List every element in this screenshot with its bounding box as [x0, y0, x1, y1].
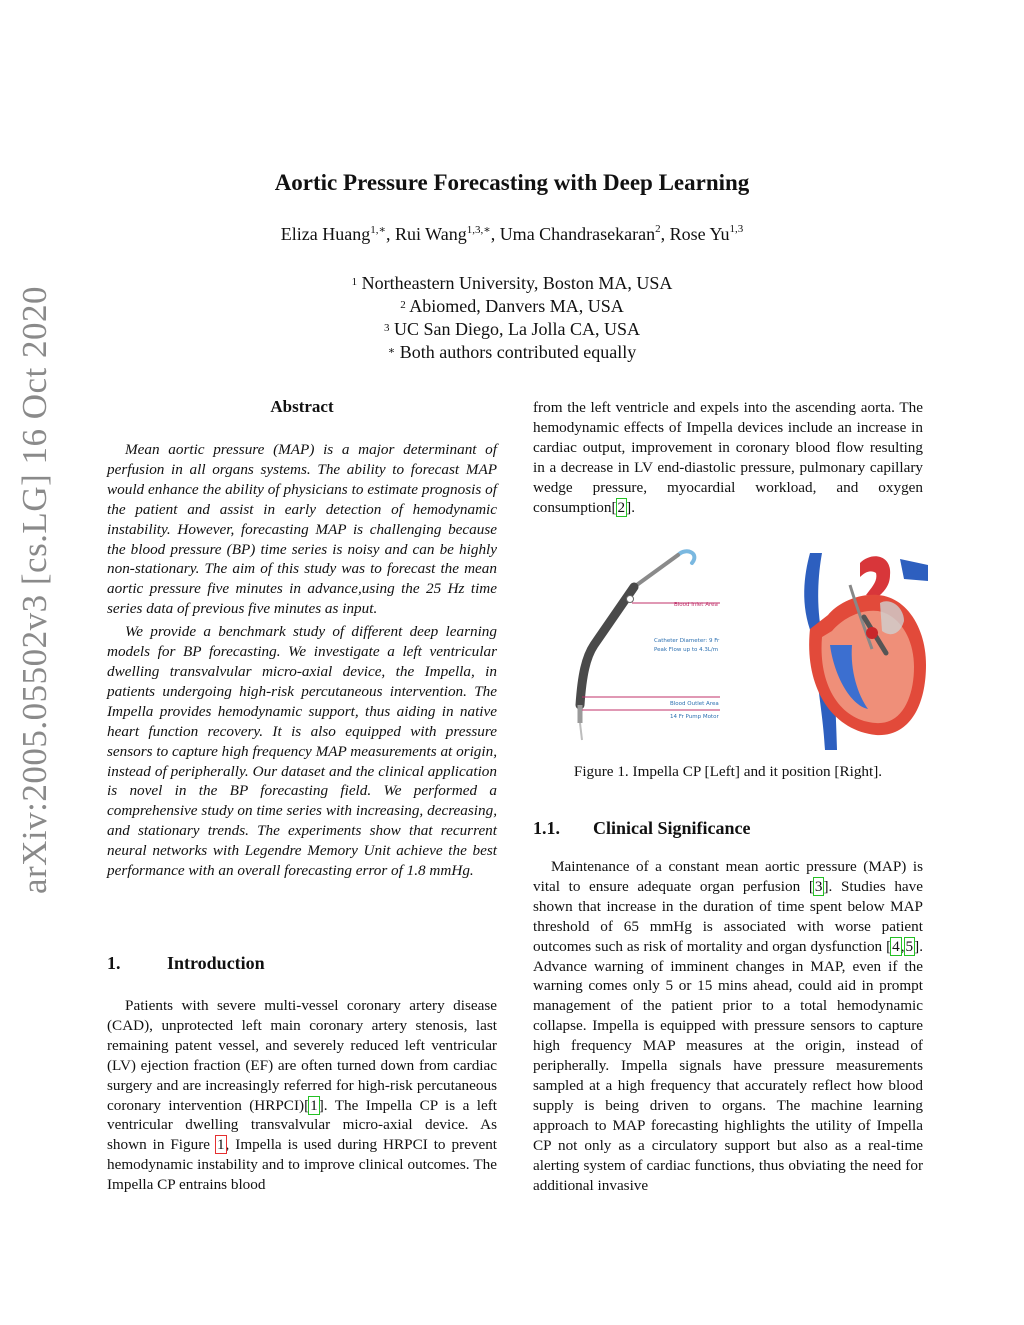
figure-caption: Figure 1. Impella CP [Left] and it position [Right].: [573, 763, 883, 780]
section-heading-introduction: [107, 953, 265, 974]
affiliation: [0, 272, 1024, 295]
paper-title: Aortic Pressure Forecasting with Deep Learning: [274, 170, 750, 195]
abstract-heading: Abstract: [270, 397, 334, 416]
continued-paragraph: from the left ventricle and expels into the ascending aorta. The hemodynamic effects of Impella devices include an increase in cardiac output, improvement in coronary blood flow resulting in a decrease in LV end-diastolic pressure, pulmonary capillary wedge pressure, myocardial workload, and oxygen consumption[2].: [533, 399, 923, 516]
author-name: Rose Yu: [669, 224, 730, 244]
text-run: , Impella is used during HRPCI to prevent hemodynamic instability and to improve clinical outcomes. The Impella CP entrains blood: [107, 1136, 498, 1194]
figure-link[interactable]: 1: [216, 1136, 225, 1154]
section-title: Clinical Significance: [593, 818, 751, 838]
section-title: Introduction: [167, 953, 265, 973]
text-run: . Advance warning of imminent changes in MAP, even if the warning comes only 5 or 15 mins ahead, could aid in prompt management of the patient prior to a total hemodynamic collapse. Impella is equipped with pressure sensors to capture high frequency MAP measures at the origin, instead of peripherally. Impella signals have pressure measurements sampled at a high frequency that accurately reflect how blood supply is being driven to organs. The machine learning approach to MAP forecasting highlights the utility of Impella CP not only as a circulatory support but also as a real-time alerting system of cardiac functions, thus obviating the need for additional invasive: [533, 937, 923, 1194]
citation-link[interactable]: 1: [310, 1096, 318, 1114]
affiliation-text: Abiomed, Danvers MA, USA: [409, 296, 624, 316]
label-catheter: Catheter Diameter: 9 Fr: [654, 638, 720, 644]
right-column-continuation: [533, 398, 923, 517]
affiliation: [0, 341, 1024, 364]
impella-device-illustration: [580, 551, 720, 740]
label-blood-outlet: Blood Outlet Area: [670, 701, 719, 707]
affiliation-text: UC San Diego, La Jolla CA, USA: [394, 319, 640, 339]
citation-link[interactable]: 3: [814, 877, 823, 895]
affiliation-text: Northeastern University, Boston MA, USA: [361, 273, 673, 293]
citation-link[interactable]: 5: [905, 937, 914, 955]
introduction-paragraph: Patients with severe multi-vessel coronary artery disease (CAD), unprotected left main coronary artery stenosis, last remaining patent vessel, and severely reduced left ventricular (LV) ejection fraction (EF) are often turned down from cardiac surgery and are increasingly referred for high-risk percutaneous coronary intervention (HRPCI)[1]. The Impella CP is a left ventricular dwelling transvalvular micro-axial device. As shown in Figure 1, Impella is used during HRPCI to prevent hemodynamic instability and to improve clinical outcomes. The Impella CP entrains blood: [107, 997, 498, 1194]
text-run: .: [631, 498, 635, 516]
text-run: Patients with severe multi-vessel coronary artery disease (CAD), unprotected left main coronary artery stenosis, last remaining patent vessel, and severely reduced left ventricular (LV) ejection fraction (EF) are often turned down from cardiac surgery and are increasingly referred for high-risk percutaneous coronary intervention (HRPCI): [107, 997, 497, 1114]
section-number: 1.: [107, 953, 121, 973]
author-sup: 1,3,∗: [466, 224, 491, 236]
affiliation-text: Both authors contributed equally: [399, 342, 637, 362]
author-sup: 2: [655, 223, 661, 235]
heart-illustration: [804, 553, 928, 750]
abstract-paragraph-2: We provide a benchmark study of different deep learning models for BP forecasting. We investigate a left ventricular dwelling transvalvular micro-axial device, the Impella, in patients undergoing high-risk percutaneous intervention. The Impella provides hemodynamic support, thus aiding in native heart function recovery. It is also equipped with pressure sensors to capture high frequency MAP measurements at origin, instead of peripherally. Our dataset and the clinical application is novel in the BP forecasting field. We performed a comprehensive study on time series with increasing, decreasing, and stationary trends. The experiments show that recurrent neural networks with Legendre Memory Unit achieve the best performance with an overall forecasting error of 1.8 mmHg.: [107, 623, 497, 880]
section-number: 1.1.: [533, 818, 560, 838]
author-name: Rui Wang: [394, 224, 467, 244]
author-sup: 1,∗: [370, 224, 386, 236]
arxiv-id: arXiv:2005.05502v3 [cs.LG] 16 Oct 2020: [15, 285, 54, 895]
author-name: Uma Chandrasekaran: [499, 224, 656, 244]
label-pump-motor: 14 Fr Pump Motor: [670, 714, 719, 720]
clinical-significance-body: [533, 857, 923, 1195]
affiliation-sup: 2: [400, 299, 406, 311]
affiliation-sup: 3: [384, 322, 390, 334]
abstract-body: [107, 440, 497, 881]
affiliation-sup: 1: [351, 276, 358, 288]
affiliation: [0, 318, 1024, 341]
affiliation-sup: ∗: [387, 345, 396, 357]
abstract-paragraph-1: Mean aortic pressure (MAP) is a major determinant of perfusion in all organs systems. The ability to forecast MAP would enhance the ability of physicians to estimate prognosis of the patient and assist in early detection of hemodynamic instability. However, forecasting MAP is challenging because the blood pressure (BP) time series is noisy and can be highly non-stationary. The aim of this study was to forecast the mean aortic pressure five minutes in advance,using the 25 Hz time series data of previous five minutes as input.: [107, 441, 497, 618]
introduction-body: [107, 996, 497, 1195]
figure-1-impella: [560, 545, 930, 750]
text-run: from the left ventricle and expels into the ascending aorta. The hemodynamic effects of Impella devices include an increase in cardiac output, improvement in coronary blood flow resulting in a decrease in LV end-diastolic pressure, pulmonary capillary wedge pressure, myocardial workload, and oxygen consumption: [533, 399, 923, 516]
author-sup: 1,3: [729, 223, 744, 235]
label-peak-flow: Peak Flow up to 4.3L/m: [654, 647, 719, 653]
author-name: Eliza Huang: [280, 224, 371, 244]
affiliation: [0, 295, 1024, 318]
author-list: Eliza Huang$^{1,∗}$, Rui Wang$^{1,3,∗}$, Uma Chandrasekaran$^2$, Rose Yu$^{1,3}$: [280, 223, 744, 244]
label-blood-inlet: Blood Inlet Area: [674, 602, 718, 608]
citation-link[interactable]: 2: [617, 498, 626, 516]
text-run: Maintenance of a constant mean aortic pressure (MAP) is vital to ensure adequate organ perfusion: [533, 858, 923, 895]
citation-link[interactable]: 4: [892, 937, 900, 955]
section-heading-clinical-significance: [533, 818, 751, 839]
text-run: . Studies have shown that increase in the duration of time spent below MAP threshold of 65 mmHg is associated with worse patient outcomes such as risk of mortality and organ dysfunction: [533, 877, 923, 955]
clinical-paragraph: Maintenance of a constant mean aortic pressure (MAP) is vital to ensure adequate organ perfusion [3]. Studies have shown that increase in the duration of time spent below MAP threshold of 65 mmHg is associated with worse patient outcomes such as risk of mortality and organ dysfunction [4,5]. Advance warning of imminent changes in MAP, even if the warning comes only 5 or 15 mins ahead, could aid in prompt management of the patient prior to a total hemodynamic collapse. Impella is equipped with pressure sensors to capture high frequency MAP measures at the origin, instead of peripherally. Impella signals have pressure measurements sampled at a high frequency that accurately reflect how blood supply is being driven to organs. The machine learning approach to MAP forecasting highlights the utility of Impella CP not only as a circulatory support but also as a real-time alerting system of cardiac functions, thus obviating the need for additional invasive: [533, 858, 923, 1194]
text-run: . The Impella CP is a left ventricular dwelling transvalvular micro-axial device. As shown in Figure: [107, 1096, 497, 1154]
